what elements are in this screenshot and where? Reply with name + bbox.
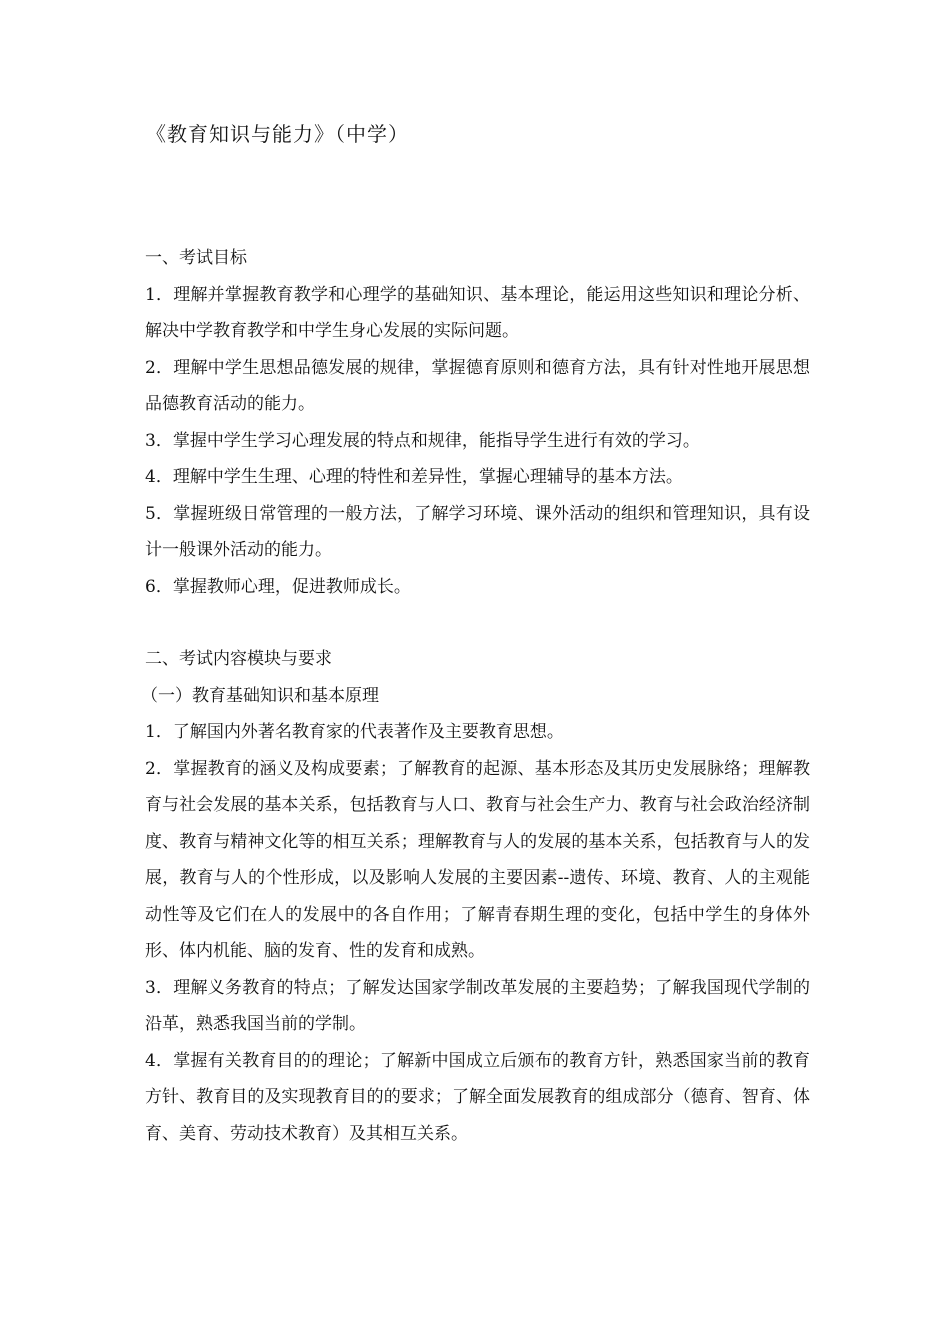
objective-item: 3．掌握中学生学习心理发展的特点和规律，能指导学生进行有效的学习。 <box>145 430 700 451</box>
section-heading-exam-objectives: 一、考试目标 <box>145 248 247 268</box>
objective-item: 4．理解中学生生理、心理的特性和差异性，掌握心理辅导的基本方法。 <box>145 467 683 487</box>
requirement-item: 4．掌握有关教育目的的理论；了解新中国成立后颁布的教育方针，熟悉国家当前的教育方针、教育目的及实现教育目的的要求；了解全面发展教育的组成部分（德育、智育、体育、美育、劳动技术教育）及其相互关系。 <box>145 1050 810 1144</box>
objective-item: 1．理解并掌握教育教学和心理学的基础知识、基本理论，能运用这些知识和理论分析、解决中学教育教学和中学生身心发展的实际问题。 <box>145 284 810 341</box>
objective-item: 2．理解中学生思想品德发展的规律，掌握德育原则和德育方法，具有针对性地开展思想品德教育活动的能力。 <box>145 357 810 414</box>
objective-item: 6．掌握教师心理，促进教师成长。 <box>145 576 411 597</box>
document-body <box>141 240 810 1152</box>
document-title: 《教育知识与能力》（中学） <box>146 122 409 146</box>
requirement-item: 3．理解义务教育的特点；了解发达国家学制改革发展的主要趋势；了解我国现代学制的沿革，熟悉我国当前的学制。 <box>145 977 810 1034</box>
requirement-item: 1．了解国内外著名教育家的代表著作及主要教育思想。 <box>145 722 564 742</box>
objective-item: 5．掌握班级日常管理的一般方法，了解学习环境、课外活动的组织和管理知识，具有设计一般课外活动的能力。 <box>145 503 810 560</box>
subsection-heading-education-basics: （一）教育基础知识和基本原理 <box>141 685 379 706</box>
requirement-item: 2．掌握教育的涵义及构成要素；了解教育的起源、基本形态及其历史发展脉络；理解教育与社会发展的基本关系，包括教育与人口、教育与社会生产力、教育与社会政治经济制度、教育与精神文化等的相互关系；理解教育与人的发展的基本关系，包括教育与人的发展，教育与人的个性形成，以及影响人发展的主要因素--遗传、环境、教育、人的主观能动性等及它们在人的发展中的各自作用；了解青春期生理的变化，包括中学生的身体外形、体内机能、脑的发育、性的发育和成熟。 <box>145 758 810 961</box>
section-heading-content-modules: 二、考试内容模块与要求 <box>145 649 332 669</box>
section-spacer <box>145 605 810 641</box>
